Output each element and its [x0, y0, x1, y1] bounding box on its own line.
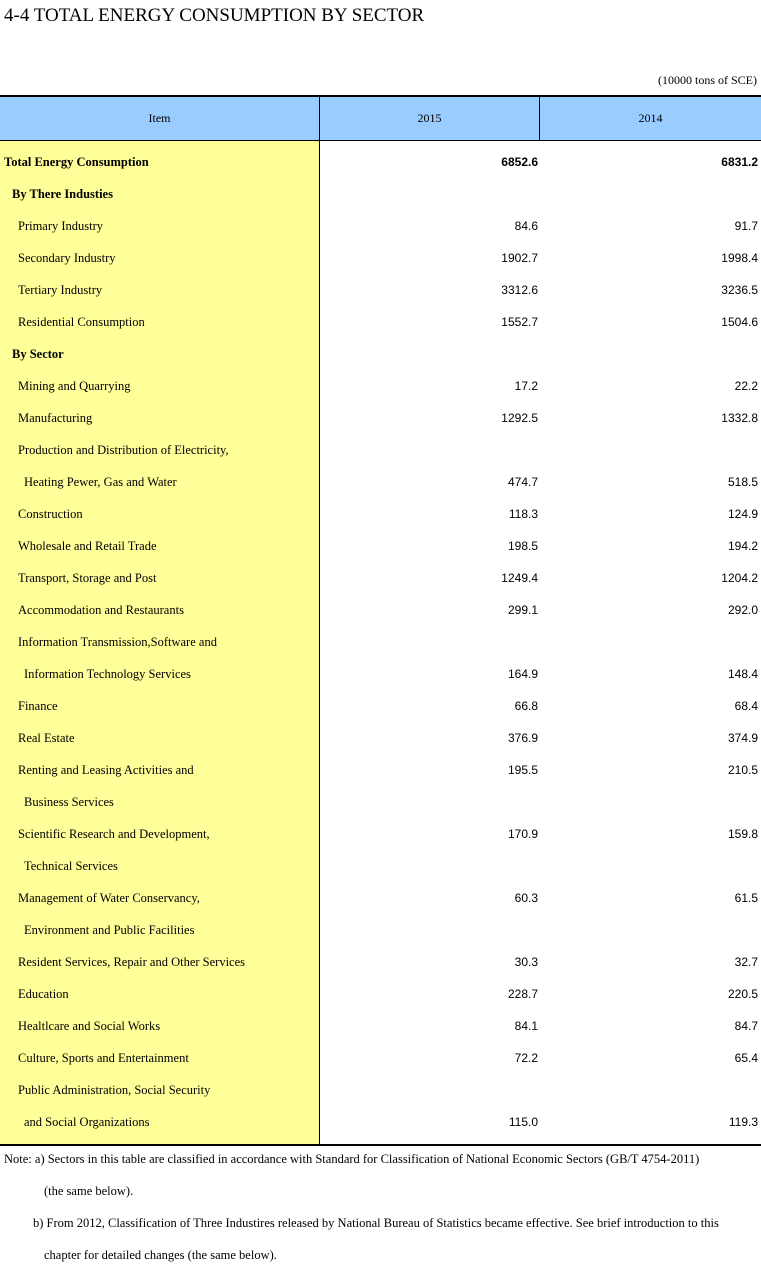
table-row [0, 882, 761, 914]
value-2015: 66.8 [514, 699, 538, 713]
table-row [0, 146, 761, 178]
table-row [0, 786, 761, 818]
table-body [0, 141, 761, 1146]
value-2014: 32.7 [734, 955, 758, 969]
value-2015: 118.3 [508, 507, 538, 521]
value-2015: 1902.7 [501, 251, 538, 265]
table-row [0, 402, 761, 434]
value-2015 [320, 1074, 538, 1106]
table-row [0, 1106, 761, 1138]
value-2015 [320, 914, 538, 946]
value-2014: 3236.5 [721, 283, 758, 297]
table-row [0, 946, 761, 978]
value-2015 [320, 626, 538, 658]
table-row [0, 658, 761, 690]
row-label: Tertiary Industry [18, 283, 103, 297]
row-label: Primary Industry [18, 219, 104, 233]
value-2014 [540, 626, 758, 658]
table-row [0, 178, 761, 210]
value-2015 [320, 850, 538, 882]
row-label: Secondary Industry [18, 251, 116, 265]
row-label: Mining and Quarrying [18, 379, 131, 393]
value-2015: 115.0 [508, 1115, 538, 1129]
value-2015: 474.7 [507, 475, 538, 489]
value-2014: 374.9 [727, 731, 758, 745]
value-2014: 61.5 [734, 891, 758, 905]
row-label: Production and Distribution of Electricity, [18, 443, 229, 457]
table-row [0, 754, 761, 786]
table-row [0, 850, 761, 882]
row-label: Manufacturing [18, 411, 93, 425]
row-label: Public Administration, Social Security [18, 1083, 211, 1097]
row-label: Culture, Sports and Entertainment [18, 1051, 189, 1065]
row-label: Business Services [24, 795, 114, 809]
header-2014: 2014 [638, 111, 663, 125]
value-2015 [320, 338, 538, 370]
row-label: Information Technology Services [24, 667, 191, 681]
table-row [0, 914, 761, 946]
value-2015: 299.1 [507, 603, 538, 617]
value-2015: 84.1 [514, 1019, 538, 1033]
row-label: Technical Services [24, 859, 118, 873]
row-label: Wholesale and Retail Trade [18, 539, 157, 553]
value-2014 [540, 1074, 758, 1106]
value-2015: 84.6 [514, 219, 538, 233]
value-2014: 1204.2 [721, 571, 758, 585]
table-header [0, 95, 761, 141]
value-2014 [540, 850, 758, 882]
table-row [0, 690, 761, 722]
value-2014: 148.4 [727, 667, 758, 681]
row-label: Scientific Research and Development, [18, 827, 210, 841]
row-label: Renting and Leasing Activities and [18, 763, 194, 777]
value-2015: 195.5 [507, 763, 538, 777]
table-row [0, 1074, 761, 1106]
table-row [0, 1042, 761, 1074]
table-row [0, 210, 761, 242]
value-2015: 3312.6 [501, 283, 538, 297]
table-row [0, 338, 761, 370]
note-a-line1: Note: a) Sectors in this table are classified in accordance with Standard for Classification of National Economic Sectors (GB/T 4754-2011) [4, 1152, 700, 1166]
value-2015 [320, 434, 538, 466]
value-2015: 376.9 [507, 731, 538, 745]
row-label: Total Energy Consumption [4, 155, 149, 169]
row-label: and Social Organizations [24, 1115, 150, 1129]
value-2014: 84.7 [734, 1019, 758, 1033]
page-title: 4-4 TOTAL ENERGY CONSUMPTION BY SECTOR [4, 5, 425, 26]
row-label: Heating Pewer, Gas and Water [24, 475, 177, 489]
row-label: Construction [18, 507, 83, 521]
value-2014: 220.5 [727, 987, 758, 1001]
table-row [0, 978, 761, 1010]
table-row [0, 370, 761, 402]
row-label: By Sector [12, 347, 64, 361]
table-row [0, 306, 761, 338]
table-row [0, 434, 761, 466]
value-2014: 1504.6 [721, 315, 758, 329]
value-2015: 164.9 [507, 667, 538, 681]
value-2014 [540, 338, 758, 370]
table-row [0, 626, 761, 658]
value-2015: 6852.6 [501, 155, 538, 169]
row-label: Residential Consumption [18, 315, 145, 329]
value-2014: 22.2 [734, 379, 758, 393]
value-2014: 6831.2 [721, 155, 758, 169]
value-2014: 124.9 [727, 507, 758, 521]
row-label: Education [18, 987, 69, 1001]
energy-table [0, 95, 761, 1146]
value-2015: 72.2 [514, 1051, 538, 1065]
row-label: Finance [18, 699, 58, 713]
value-2015: 228.7 [507, 987, 538, 1001]
table-row [0, 274, 761, 306]
value-2015: 1552.7 [501, 315, 538, 329]
value-2015: 1249.4 [501, 571, 538, 585]
row-label: Real Estate [18, 731, 75, 745]
row-label: Accommodation and Restaurants [18, 603, 184, 617]
value-2015: 1292.5 [501, 411, 538, 425]
note-b-line2: chapter for detailed changes (the same below). [44, 1248, 277, 1262]
row-label: Transport, Storage and Post [18, 571, 157, 585]
row-label: Management of Water Conservancy, [18, 891, 200, 905]
value-2014: 518.5 [727, 475, 758, 489]
value-2014 [540, 178, 758, 210]
table-row [0, 594, 761, 626]
value-2014 [540, 914, 758, 946]
header-item: Item [0, 97, 320, 140]
row-label: Environment and Public Facilities [24, 923, 195, 937]
value-2015: 170.9 [507, 827, 538, 841]
value-2014: 1332.8 [721, 411, 758, 425]
note-b-line1: b) From 2012, Classification of Three Industires released by National Bureau of Statistics became effective. See brief introduction to this [33, 1216, 719, 1230]
value-2015: 30.3 [514, 955, 538, 969]
row-label: Resident Services, Repair and Other Services [18, 955, 246, 969]
value-2015 [320, 178, 538, 210]
table-row [0, 818, 761, 850]
table-row [0, 498, 761, 530]
row-label: By There Industies [12, 187, 113, 201]
value-2014: 210.5 [727, 763, 758, 777]
value-2014: 91.7 [734, 219, 758, 233]
note-a-line2: (the same below). [44, 1184, 134, 1198]
value-2015: 198.5 [507, 539, 538, 553]
value-2014: 159.8 [727, 827, 758, 841]
row-label: Healtlcare and Social Works [18, 1019, 161, 1033]
value-2015: 17.2 [514, 379, 538, 393]
value-2014: 65.4 [734, 1051, 758, 1065]
table-row [0, 722, 761, 754]
value-2014: 292.0 [727, 603, 758, 617]
value-2014 [540, 786, 758, 818]
table-row [0, 466, 761, 498]
value-2014: 194.2 [727, 539, 758, 553]
header-2015: 2015 [320, 97, 540, 140]
value-2014: 1998.4 [721, 251, 758, 265]
value-2014: 119.3 [728, 1115, 758, 1129]
table-row [0, 1010, 761, 1042]
table-row [0, 530, 761, 562]
value-2015 [320, 786, 538, 818]
value-2015: 60.3 [514, 891, 538, 905]
row-label: Information Transmission,Software and [18, 635, 217, 649]
table-row [0, 242, 761, 274]
value-2014 [540, 434, 758, 466]
value-2014: 68.4 [734, 699, 758, 713]
table-row [0, 562, 761, 594]
unit-label: (10000 tons of SCE) [658, 73, 757, 87]
